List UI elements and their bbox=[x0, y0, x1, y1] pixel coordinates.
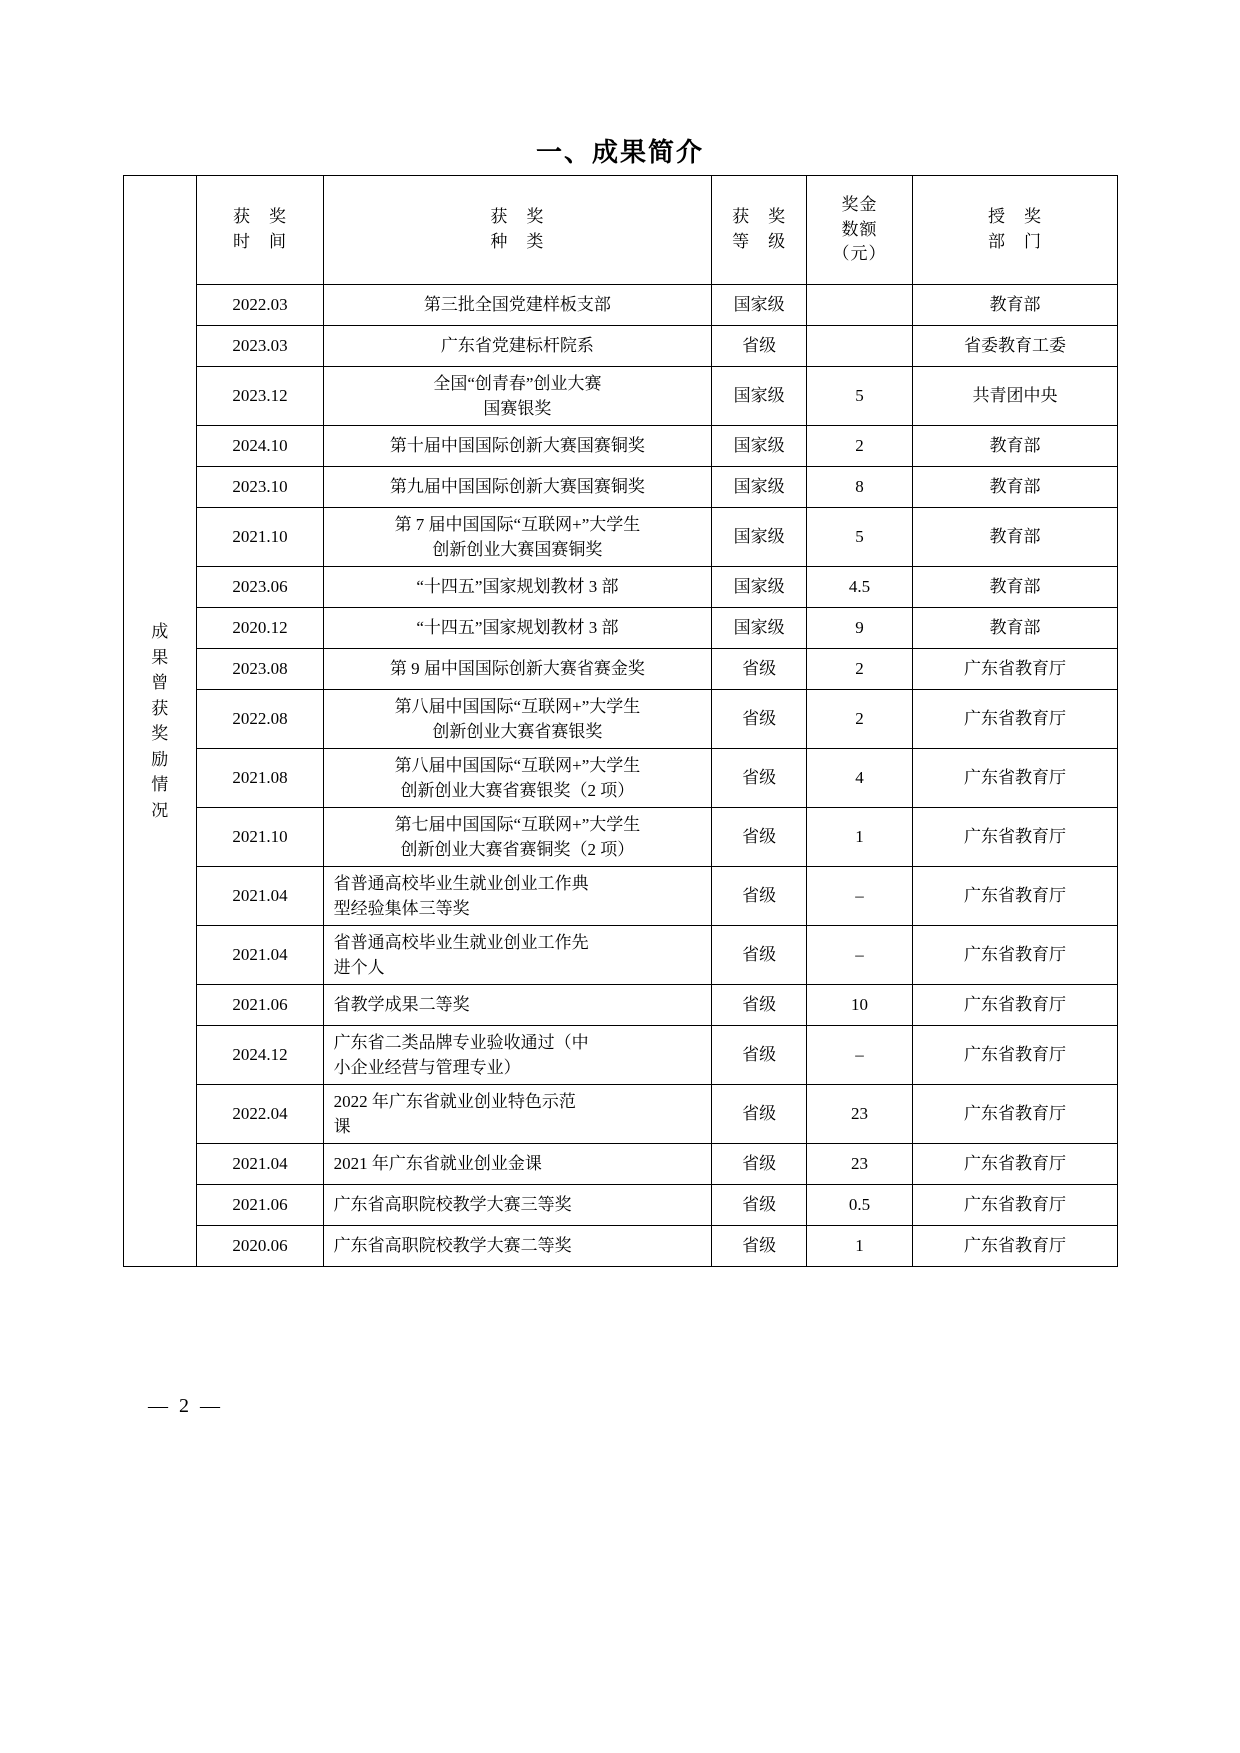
cell-award-department: 广东省教育厅 bbox=[912, 985, 1117, 1026]
cell-award-money: 9 bbox=[807, 608, 913, 649]
cell-award-kind: 第 9 届中国国际创新大赛省赛金奖 bbox=[323, 649, 712, 690]
cell-award-department: 共青团中央 bbox=[912, 367, 1117, 426]
cell-award-kind: 第八届中国国际“互联网+”大学生 创新创业大赛省赛银奖 bbox=[323, 690, 712, 749]
cell-award-money: 1 bbox=[807, 808, 913, 867]
cell-award-kind: 广东省高职院校教学大赛二等奖 bbox=[323, 1226, 712, 1267]
cell-award-money: 1 bbox=[807, 1226, 913, 1267]
cell-award-department: 广东省教育厅 bbox=[912, 1144, 1117, 1185]
table-row bbox=[124, 985, 1118, 1026]
cell-award-department: 广东省教育厅 bbox=[912, 1185, 1117, 1226]
table-row bbox=[124, 508, 1118, 567]
cell-award-department: 教育部 bbox=[912, 426, 1117, 467]
table-header-row bbox=[124, 176, 1118, 285]
cell-award-money: 5 bbox=[807, 508, 913, 567]
cell-award-time: 2020.06 bbox=[197, 1226, 323, 1267]
cell-award-department: 教育部 bbox=[912, 467, 1117, 508]
cell-award-kind: “十四五”国家规划教材 3 部 bbox=[323, 608, 712, 649]
cell-award-level: 国家级 bbox=[712, 426, 807, 467]
cell-award-kind: 第八届中国国际“互联网+”大学生 创新创业大赛省赛银奖（2 项） bbox=[323, 749, 712, 808]
cell-award-money: 23 bbox=[807, 1085, 913, 1144]
cell-award-time: 2023.08 bbox=[197, 649, 323, 690]
cell-award-time: 2021.08 bbox=[197, 749, 323, 808]
cell-award-time: 2021.10 bbox=[197, 808, 323, 867]
cell-award-level: 省级 bbox=[712, 690, 807, 749]
header-cell-level: 获 奖 等 级 bbox=[712, 176, 807, 285]
cell-award-kind: 第九届中国国际创新大赛国赛铜奖 bbox=[323, 467, 712, 508]
cell-award-kind: 2021 年广东省就业创业金课 bbox=[323, 1144, 712, 1185]
cell-award-department: 广东省教育厅 bbox=[912, 926, 1117, 985]
header-cell-money: 奖金 数额 （元） bbox=[807, 176, 913, 285]
cell-award-department: 教育部 bbox=[912, 285, 1117, 326]
cell-award-kind: 第七届中国国际“互联网+”大学生 创新创业大赛省赛铜奖（2 项） bbox=[323, 808, 712, 867]
table-row bbox=[124, 867, 1118, 926]
cell-award-level: 省级 bbox=[712, 1085, 807, 1144]
cell-award-kind: “十四五”国家规划教材 3 部 bbox=[323, 567, 712, 608]
cell-award-level: 国家级 bbox=[712, 467, 807, 508]
cell-award-kind: 第十届中国国际创新大赛国赛铜奖 bbox=[323, 426, 712, 467]
cell-award-department: 广东省教育厅 bbox=[912, 867, 1117, 926]
cell-award-kind: 第 7 届中国国际“互联网+”大学生 创新创业大赛国赛铜奖 bbox=[323, 508, 712, 567]
cell-award-level: 省级 bbox=[712, 649, 807, 690]
cell-award-money: 2 bbox=[807, 426, 913, 467]
cell-award-department: 广东省教育厅 bbox=[912, 1026, 1117, 1085]
cell-award-department: 省委教育工委 bbox=[912, 326, 1117, 367]
table-row bbox=[124, 649, 1118, 690]
cell-award-time: 2021.04 bbox=[197, 926, 323, 985]
cell-award-kind: 省普通高校毕业生就业创业工作典 型经验集体三等奖 bbox=[323, 867, 712, 926]
table-row bbox=[124, 926, 1118, 985]
cell-award-money: 4 bbox=[807, 749, 913, 808]
cell-award-time: 2023.10 bbox=[197, 467, 323, 508]
table-row bbox=[124, 326, 1118, 367]
table-row bbox=[124, 608, 1118, 649]
cell-award-kind: 省普通高校毕业生就业创业工作先 进个人 bbox=[323, 926, 712, 985]
award-table-wrapper bbox=[123, 175, 1118, 1267]
cell-award-department: 广东省教育厅 bbox=[912, 749, 1117, 808]
page-number: — 2 — bbox=[148, 1395, 223, 1417]
cell-award-money: 0.5 bbox=[807, 1185, 913, 1226]
cell-award-time: 2024.10 bbox=[197, 426, 323, 467]
cell-award-kind: 广东省二类品牌专业验收通过（中 小企业经营与管理专业） bbox=[323, 1026, 712, 1085]
table-row bbox=[124, 426, 1118, 467]
cell-award-department: 广东省教育厅 bbox=[912, 690, 1117, 749]
cell-award-time: 2021.06 bbox=[197, 1185, 323, 1226]
cell-award-level: 省级 bbox=[712, 1026, 807, 1085]
cell-award-level: 省级 bbox=[712, 326, 807, 367]
cell-award-time: 2021.04 bbox=[197, 867, 323, 926]
cell-award-level: 省级 bbox=[712, 1226, 807, 1267]
cell-award-time: 2021.10 bbox=[197, 508, 323, 567]
header-cell-kind: 获 奖 种 类 bbox=[323, 176, 712, 285]
cell-award-kind: 省教学成果二等奖 bbox=[323, 985, 712, 1026]
table-row bbox=[124, 367, 1118, 426]
cell-award-level: 省级 bbox=[712, 808, 807, 867]
table-row bbox=[124, 1185, 1118, 1226]
cell-award-time: 2023.06 bbox=[197, 567, 323, 608]
cell-award-department: 广东省教育厅 bbox=[912, 1226, 1117, 1267]
cell-award-level: 省级 bbox=[712, 985, 807, 1026]
cell-award-level: 省级 bbox=[712, 749, 807, 808]
cell-award-department: 广东省教育厅 bbox=[912, 649, 1117, 690]
cell-award-money: 23 bbox=[807, 1144, 913, 1185]
cell-award-money: 10 bbox=[807, 985, 913, 1026]
table-row bbox=[124, 567, 1118, 608]
cell-award-department: 教育部 bbox=[912, 567, 1117, 608]
cell-award-department: 广东省教育厅 bbox=[912, 808, 1117, 867]
cell-award-level: 省级 bbox=[712, 926, 807, 985]
header-cell-dept: 授 奖 部 门 bbox=[912, 176, 1117, 285]
cell-award-kind: 广东省党建标杆院系 bbox=[323, 326, 712, 367]
cell-award-level: 国家级 bbox=[712, 567, 807, 608]
cell-award-money: 2 bbox=[807, 649, 913, 690]
cell-award-level: 国家级 bbox=[712, 608, 807, 649]
cell-award-department: 教育部 bbox=[912, 608, 1117, 649]
cell-award-level: 国家级 bbox=[712, 285, 807, 326]
header-cell-time: 获 奖 时 间 bbox=[197, 176, 323, 285]
cell-award-level: 省级 bbox=[712, 1144, 807, 1185]
table-row bbox=[124, 690, 1118, 749]
cell-award-money: 5 bbox=[807, 367, 913, 426]
cell-award-time: 2023.03 bbox=[197, 326, 323, 367]
table-row bbox=[124, 1085, 1118, 1144]
award-table bbox=[123, 175, 1118, 1267]
table-row bbox=[124, 1144, 1118, 1185]
cell-award-money: – bbox=[807, 867, 913, 926]
cell-award-kind: 广东省高职院校教学大赛三等奖 bbox=[323, 1185, 712, 1226]
cell-award-department: 广东省教育厅 bbox=[912, 1085, 1117, 1144]
cell-award-money: – bbox=[807, 1026, 913, 1085]
cell-award-time: 2020.12 bbox=[197, 608, 323, 649]
cell-award-money bbox=[807, 326, 913, 367]
table-side-label: 成 果 曾 获 奖 励 情 况 bbox=[124, 176, 197, 1267]
cell-award-money bbox=[807, 285, 913, 326]
cell-award-kind: 全国“创青春”创业大赛 国赛银奖 bbox=[323, 367, 712, 426]
cell-award-money: 4.5 bbox=[807, 567, 913, 608]
page-title: 一、成果简介 bbox=[535, 138, 704, 167]
cell-award-level: 国家级 bbox=[712, 508, 807, 567]
table-row bbox=[124, 808, 1118, 867]
table-row bbox=[124, 1026, 1118, 1085]
cell-award-level: 省级 bbox=[712, 867, 807, 926]
cell-award-time: 2021.04 bbox=[197, 1144, 323, 1185]
table-row bbox=[124, 467, 1118, 508]
cell-award-money: 8 bbox=[807, 467, 913, 508]
cell-award-level: 省级 bbox=[712, 1185, 807, 1226]
cell-award-time: 2021.06 bbox=[197, 985, 323, 1026]
table-row bbox=[124, 749, 1118, 808]
cell-award-department: 教育部 bbox=[912, 508, 1117, 567]
cell-award-time: 2024.12 bbox=[197, 1026, 323, 1085]
cell-award-time: 2022.08 bbox=[197, 690, 323, 749]
cell-award-level: 国家级 bbox=[712, 367, 807, 426]
cell-award-money: 2 bbox=[807, 690, 913, 749]
cell-award-time: 2022.03 bbox=[197, 285, 323, 326]
cell-award-kind: 第三批全国党建样板支部 bbox=[323, 285, 712, 326]
cell-award-kind: 2022 年广东省就业创业特色示范 课 bbox=[323, 1085, 712, 1144]
cell-award-time: 2022.04 bbox=[197, 1085, 323, 1144]
cell-award-time: 2023.12 bbox=[197, 367, 323, 426]
table-row bbox=[124, 285, 1118, 326]
table-row bbox=[124, 1226, 1118, 1267]
cell-award-money: – bbox=[807, 926, 913, 985]
